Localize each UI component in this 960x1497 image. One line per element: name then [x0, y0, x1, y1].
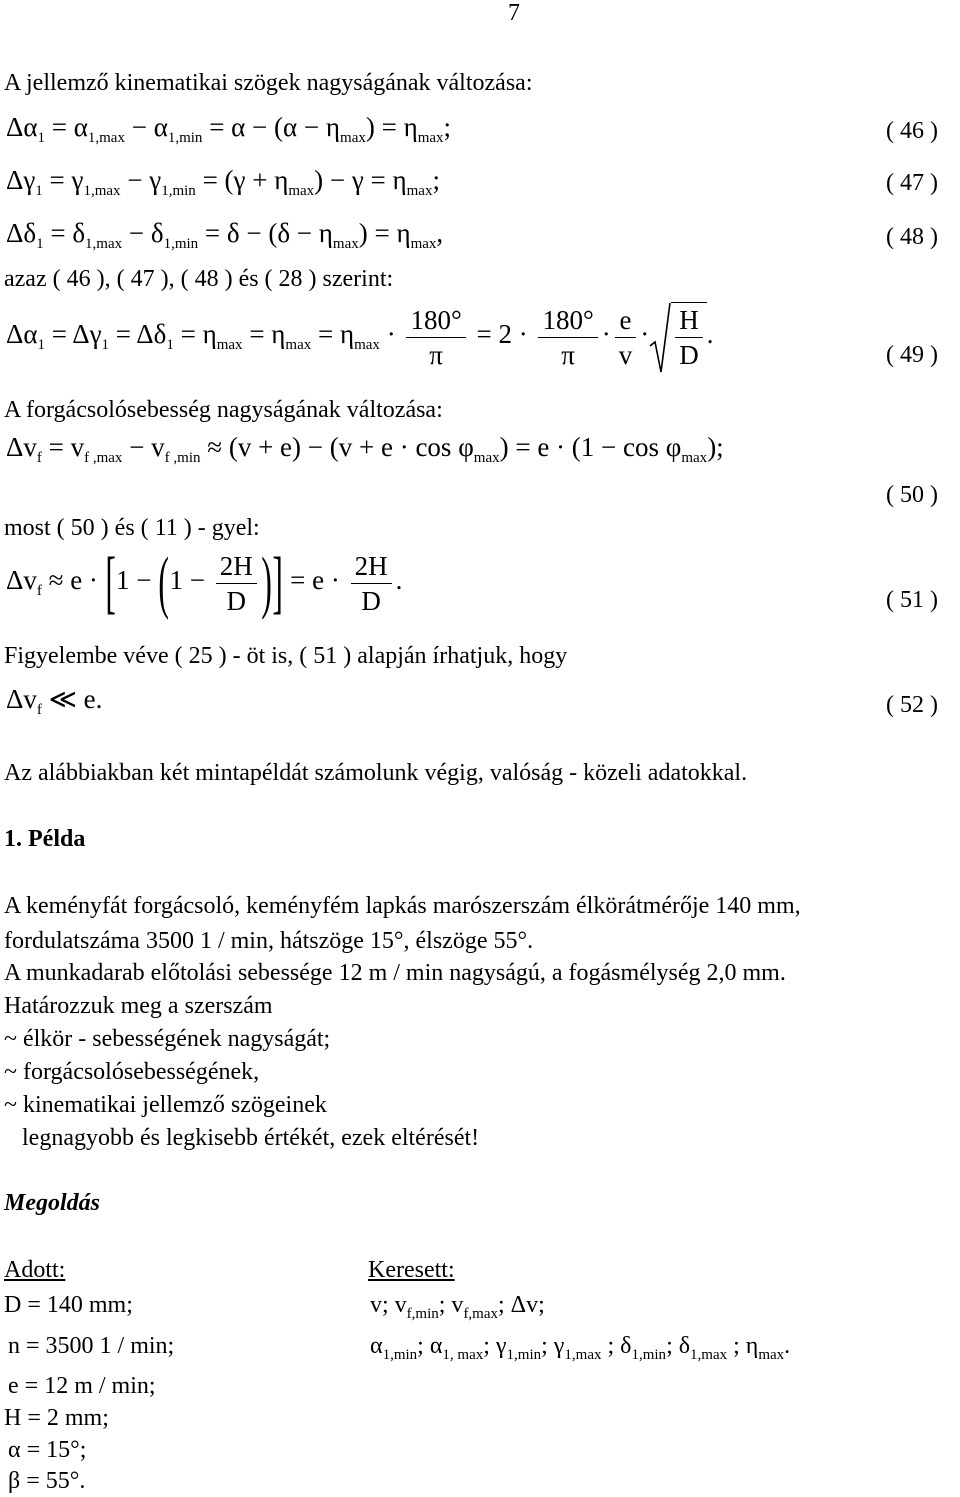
- radical-sign: [649, 302, 671, 374]
- equation-number-51: ( 51 ): [886, 587, 938, 613]
- given-beta: β = 55°.: [8, 1468, 86, 1494]
- sqrt-h-over-d: $\frac{H}{D}$: [649, 302, 707, 372]
- paragraph-line-7: ~ kinematikai jellemző szögeinek: [4, 1092, 327, 1118]
- paragraph-line-5: ~ élkör - sebességének nagyságát;: [4, 1026, 331, 1052]
- paragraph-line-4: Határozzuk meg a szerszám: [4, 993, 273, 1019]
- right-paren: ): [261, 544, 272, 621]
- paragraph-line-2: fordulatszáma 3500 1 / min, hátszöge 15°, élszöge 55°.: [4, 928, 534, 954]
- paragraph-line-6: ~ forgácsolósebességének,: [4, 1059, 260, 1085]
- right-bracket: ]: [272, 544, 283, 621]
- equation-number-50: ( 50 ): [886, 482, 938, 508]
- given-diameter: D = 140 mm;: [4, 1292, 133, 1318]
- fraction-e-v: $\frac{e}{v}$: [615, 303, 637, 372]
- given-alpha: α = 15°;: [8, 1437, 87, 1463]
- example-title: 1. Példa: [4, 826, 86, 852]
- equation-49: $\Delta\alpha_1 = \Delta\gamma_1 = \Delta\delta_1 = \eta_{max} = \eta_{max} = \eta_{max}$ · $\frac{180^\circ}{\pi}$ = 2 · $\frac{180^\circ}{\pi}$ · $\frac{e}{v}$ · $\frac{H}{D}$ .: [6, 302, 714, 372]
- equation-46: $\Delta\alpha_1 = \alpha_{1,max} - \alpha_{1,min} = \alpha - (\alpha - \eta_{max}) = \eta_{max}$;: [6, 112, 452, 146]
- given-feed: e = 12 m / min;: [8, 1373, 156, 1399]
- wanted-speeds: v; $v_{f,min}$; $v_{f,max}$; Δv;: [370, 1292, 545, 1322]
- text-figyelembe: Figyelembe véve ( 25 ) - öt is, ( 51 ) alapján írhatjuk, hogy: [4, 643, 568, 669]
- text-azaz: azaz ( 46 ), ( 47 ), ( 48 ) és ( 28 ) szerint:: [4, 266, 394, 292]
- fraction-2h-d-result: $\frac{2H}{D}$: [351, 549, 392, 618]
- equation-52: $\Delta v_f$ ≪ e.: [6, 684, 103, 718]
- equation-number-48: ( 48 ): [886, 224, 938, 250]
- equation-48: $\Delta\delta_1 = \delta_{1,max} - \delta_{1,min} = \delta - (\delta - \eta_{max}) = \eta_{max}$,: [6, 218, 444, 252]
- wanted-label: Keresett:: [368, 1257, 455, 1283]
- equation-47: $\Delta\gamma_1 = \gamma_{1,max} - \gamma_{1,min} = (\gamma + \eta_{max}) - \gamma = \eta_{max}$;: [6, 165, 440, 199]
- left-bracket: [: [105, 544, 116, 621]
- equation-number-46: ( 46 ): [886, 118, 938, 144]
- equation-number-47: ( 47 ): [886, 170, 938, 196]
- text-intro-examples: Az alábbiakban két mintapéldát számolunk végig, valóság - közeli adatokkal.: [4, 760, 748, 786]
- page-number: 7: [508, 0, 520, 26]
- wanted-angles: $\alpha_{1,min}$; $\alpha_{1, max}$; $\gamma_{1,min}$; $\gamma_{1,max}$ ; $\delta_{1,min}$; $\delta_{1,max}$ ; $\eta_{max}$.: [370, 1333, 791, 1363]
- solution-title: Megoldás: [4, 1190, 100, 1216]
- left-paren: (: [158, 544, 170, 621]
- given-depth: H = 2 mm;: [4, 1405, 109, 1431]
- equation-51: $\Delta v_f \approx e \cdot [1 - (1$ − $\frac{2H}{D}$ )] = e · $\frac{2H}{D}$ .: [6, 544, 403, 621]
- fraction-2h-d: $\frac{2H}{D}$: [216, 549, 257, 618]
- heading-cutting-speed-change: A forgácsolósebesség nagyságának változása:: [4, 397, 443, 423]
- given-label: Adott:: [4, 1257, 66, 1283]
- fraction-180-pi-2: $\frac{180^\circ}{\pi}$: [538, 303, 597, 372]
- paragraph-line-8: legnagyobb és legkisebb értékét, ezek eltérését!: [4, 1125, 480, 1151]
- paragraph-line-3: A munkadarab előtolási sebessége 12 m / min nagyságú, a fogásmélység 2,0 mm.: [4, 960, 786, 986]
- equation-50: $\Delta v_f = v_{f ,max} - v_{f ,min} \approx (v + e) - (v + e \cdot \cos \varphi_{max}) = e \cdot (1 - \cos \varphi_{max})$;: [6, 432, 724, 466]
- equation-number-49: ( 49 ): [886, 342, 938, 368]
- heading-angle-change: A jellemző kinematikai szögek nagyságának változása:: [4, 70, 533, 96]
- equation-number-52: ( 52 ): [886, 692, 938, 718]
- fraction-180-pi: $\frac{180^\circ}{\pi}$: [406, 303, 465, 372]
- given-rpm: n = 3500 1 / min;: [8, 1333, 175, 1359]
- paragraph-line-1: A keményfát forgácsoló, keményfém lapkás marószerszám élkörátmérője 140 mm,: [4, 893, 801, 919]
- text-most: most ( 50 ) és ( 11 ) - gyel:: [4, 515, 260, 541]
